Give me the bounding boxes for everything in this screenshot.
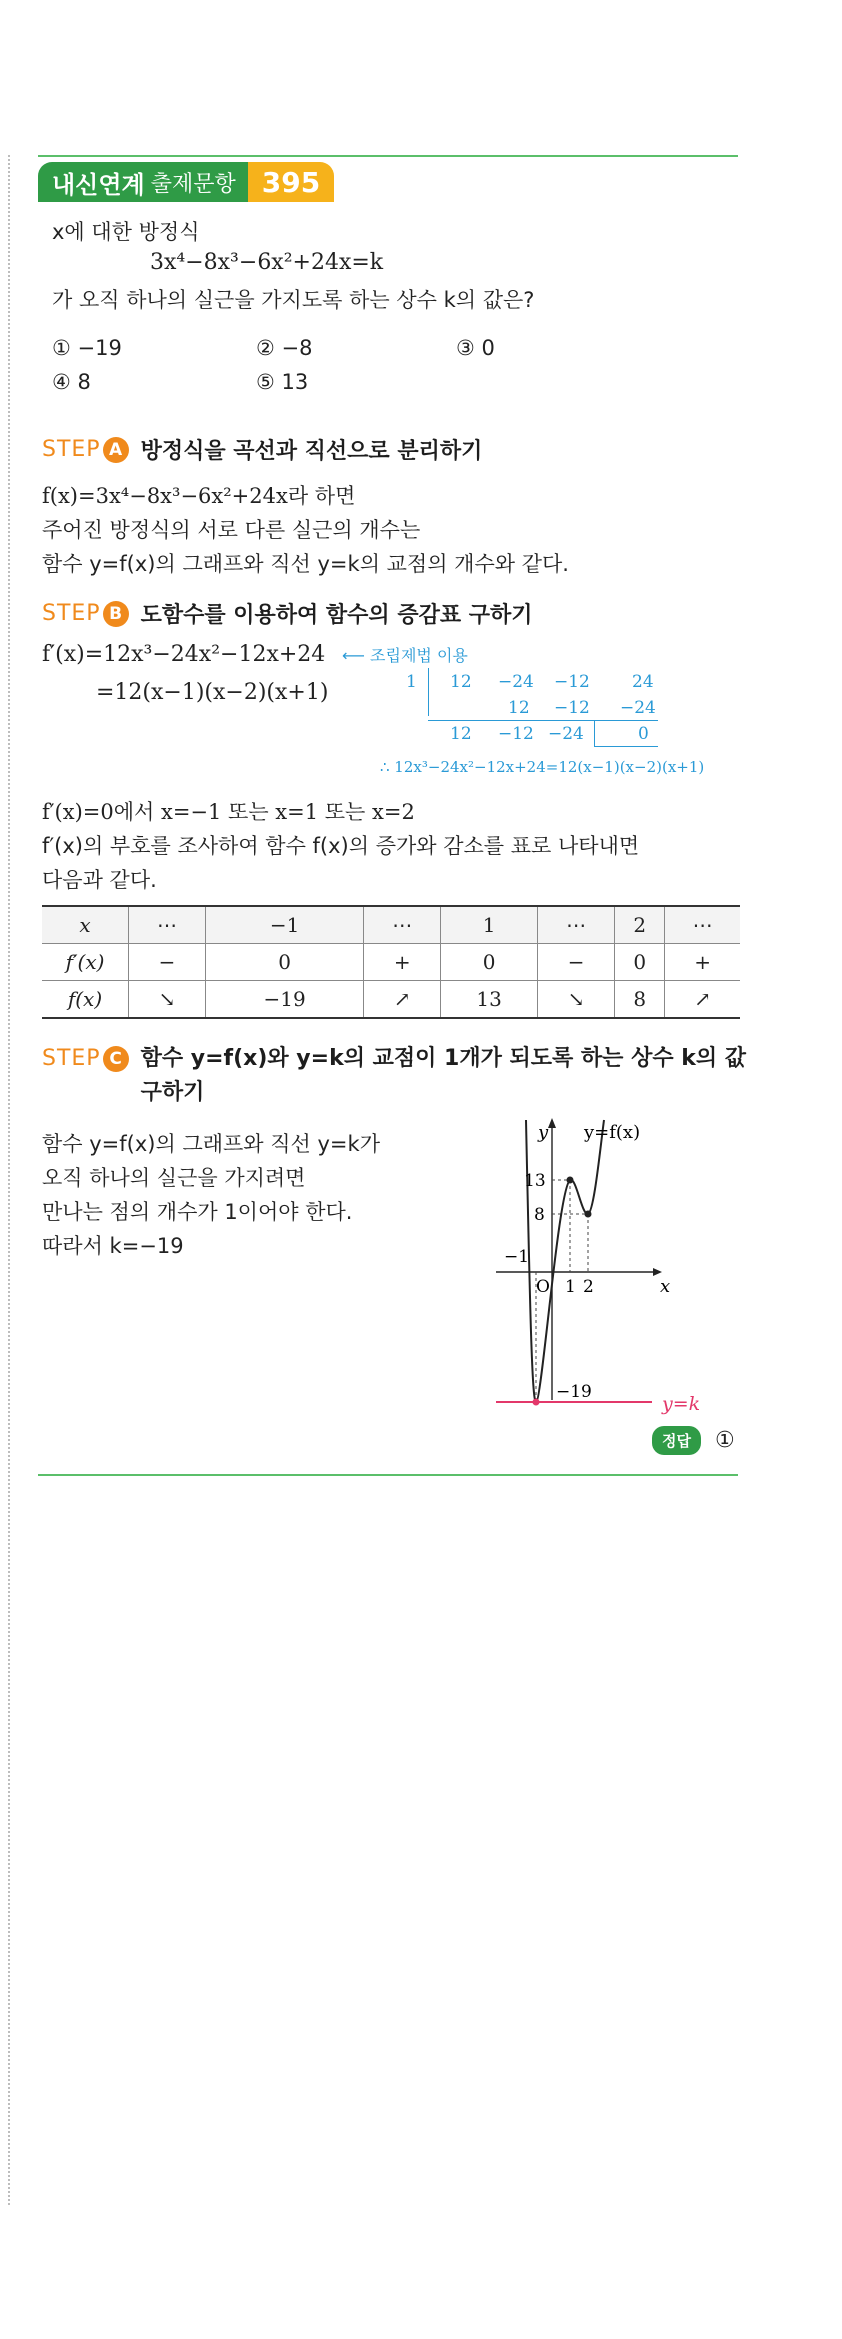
badge-number: 395 bbox=[248, 162, 334, 202]
cell: 13 bbox=[441, 981, 538, 1019]
syn-remainder-bar bbox=[594, 720, 595, 746]
cell-f-head: f(x) bbox=[42, 981, 129, 1019]
label-origin: O bbox=[536, 1277, 550, 1297]
problem-equation: 3x⁴−8x³−6x²+24x=k bbox=[150, 250, 384, 275]
step-c-title-2: 구하기 bbox=[140, 1080, 205, 1105]
label-2: 2 bbox=[583, 1277, 594, 1297]
top-divider bbox=[38, 155, 738, 157]
table-intro-line-1: f′(x)의 부호를 조사하여 함수 f(x)의 증가와 감소를 표로 나타내면 bbox=[42, 834, 640, 858]
x-axis-label: x bbox=[660, 1276, 671, 1297]
left-margin-rule bbox=[8, 155, 10, 2205]
cell: ⋯ bbox=[665, 906, 740, 944]
syn-r1c4: 24 bbox=[632, 672, 654, 692]
label-minus19: −19 bbox=[556, 1382, 592, 1402]
step-c-line-4: 따라서 k=−19 bbox=[42, 1234, 184, 1258]
step-c-line-2: 오직 하나의 실근을 가지려면 bbox=[42, 1166, 306, 1190]
step-a-heading: STEP A 방정식을 곡선과 직선으로 분리하기 bbox=[42, 437, 483, 464]
bottom-divider bbox=[38, 1474, 738, 1476]
cell: − bbox=[129, 944, 206, 981]
syn-remainder-bottom bbox=[594, 746, 658, 747]
label-1: 1 bbox=[565, 1277, 576, 1297]
answer-value: ① bbox=[714, 1428, 735, 1453]
choice-2[interactable]: ② −8 bbox=[256, 336, 313, 360]
cell: ↗ bbox=[364, 981, 441, 1019]
x-axis-arrow-icon bbox=[653, 1268, 662, 1276]
synthetic-arrow-note: ⟵ 조립제법 이용 bbox=[342, 646, 468, 665]
label-13: 13 bbox=[524, 1171, 546, 1191]
cell: + bbox=[665, 944, 740, 981]
table-row-fprime bbox=[42, 944, 740, 981]
cell: ↗ bbox=[665, 981, 740, 1019]
cell: 2 bbox=[615, 906, 665, 944]
cell: ↘ bbox=[129, 981, 206, 1019]
syn-r3c4: 0 bbox=[638, 724, 649, 744]
step-c-line-1: 함수 y=f(x)의 그래프와 직선 y=k가 bbox=[42, 1132, 380, 1156]
line-label: y=k bbox=[662, 1393, 701, 1415]
answer-box bbox=[652, 1426, 735, 1455]
curve-f bbox=[526, 1120, 604, 1402]
problem-line-1: x에 대한 방정식 bbox=[52, 220, 200, 244]
min-point bbox=[533, 1399, 540, 1406]
problem-line-2: 가 오직 하나의 실근을 가지도록 하는 상수 k의 값은? bbox=[52, 288, 535, 312]
syn-vertical bbox=[428, 668, 429, 716]
critical-points-line: f′(x)=0에서 x=−1 또는 x=1 또는 x=2 bbox=[42, 800, 415, 824]
max-point bbox=[567, 1177, 574, 1184]
cell: 8 bbox=[615, 981, 665, 1019]
problem-badge bbox=[38, 162, 334, 202]
syn-root: 1 bbox=[406, 672, 417, 692]
badge-label: 내신연계 출제문항 bbox=[38, 162, 248, 202]
syn-r2c1: 12 bbox=[508, 698, 530, 718]
step-b-heading: STEP B 도함수를 이용하여 함수의 증감표 구하기 bbox=[42, 601, 533, 628]
choice-5[interactable]: ⑤ 13 bbox=[256, 370, 309, 394]
step-a-line-3: 함수 y=f(x)의 그래프와 직선 y=k의 교점의 개수와 같다. bbox=[42, 552, 569, 576]
syn-r2c2: −12 bbox=[554, 698, 590, 718]
cell: 0 bbox=[205, 944, 363, 981]
choice-3[interactable]: ③ 0 bbox=[456, 336, 495, 360]
label-minus1: −1 bbox=[504, 1247, 530, 1267]
cell-x-head: x bbox=[42, 906, 129, 944]
syn-r1c2: −24 bbox=[498, 672, 534, 692]
derivative-line-1: f′(x)=12x³−24x²−12x+24 bbox=[42, 642, 326, 667]
step-a-line-2: 주어진 방정식의 서로 다른 실근의 개수는 bbox=[42, 518, 421, 542]
cell: 0 bbox=[441, 944, 538, 981]
increase-decrease-table bbox=[42, 905, 740, 1019]
syn-r3c1: 12 bbox=[450, 724, 472, 744]
syn-r3c3: −24 bbox=[548, 724, 584, 744]
arrow-left-icon: ⟵ bbox=[342, 646, 371, 665]
choice-4[interactable]: ④ 8 bbox=[52, 370, 91, 394]
local-min-point bbox=[585, 1211, 592, 1218]
y-axis-label: y bbox=[538, 1122, 549, 1143]
function-graph bbox=[480, 1110, 740, 1430]
syn-r3c2: −12 bbox=[498, 724, 534, 744]
syn-conclusion: ∴ 12x³−24x²−12x+24=12(x−1)(x−2)(x+1) bbox=[380, 758, 705, 776]
syn-r1c1: 12 bbox=[450, 672, 472, 692]
cell: − bbox=[538, 944, 615, 981]
cell: −1 bbox=[205, 906, 363, 944]
step-c-heading: STEP C 함수 y=f(x)와 y=k의 교점이 1개가 되도록 하는 상수 k의 값 구하기 bbox=[42, 1046, 747, 1105]
cell: ⋯ bbox=[129, 906, 206, 944]
answer-label: 정답 bbox=[652, 1426, 701, 1455]
curve-label: y=f(x) bbox=[584, 1122, 641, 1143]
step-a-line-1: f(x)=3x⁴−8x³−6x²+24x라 하면 bbox=[42, 484, 356, 508]
cell: ⋯ bbox=[538, 906, 615, 944]
syn-horizontal bbox=[428, 720, 658, 721]
cell: −19 bbox=[205, 981, 363, 1019]
cell: 1 bbox=[441, 906, 538, 944]
cell: ↘ bbox=[538, 981, 615, 1019]
cell-fprime-head: f′(x) bbox=[42, 944, 129, 981]
syn-r1c3: −12 bbox=[554, 672, 590, 692]
step-c-title-1: 함수 y=f(x)와 y=k의 교점이 1개가 되도록 하는 상수 k의 값 bbox=[140, 1046, 747, 1071]
table-row-x bbox=[42, 906, 740, 944]
cell: 0 bbox=[615, 944, 665, 981]
syn-r2c3: −24 bbox=[620, 698, 656, 718]
derivative-line-2: =12(x−1)(x−2)(x+1) bbox=[96, 680, 329, 705]
step-c-line-3: 만나는 점의 개수가 1이어야 한다. bbox=[42, 1200, 353, 1224]
table-intro-line-2: 다음과 같다. bbox=[42, 868, 157, 892]
cell: ⋯ bbox=[364, 906, 441, 944]
cell: + bbox=[364, 944, 441, 981]
y-axis-arrow-icon bbox=[548, 1118, 556, 1128]
table-row-f bbox=[42, 981, 740, 1019]
label-8: 8 bbox=[534, 1205, 545, 1225]
choice-1[interactable]: ① −19 bbox=[52, 336, 122, 360]
